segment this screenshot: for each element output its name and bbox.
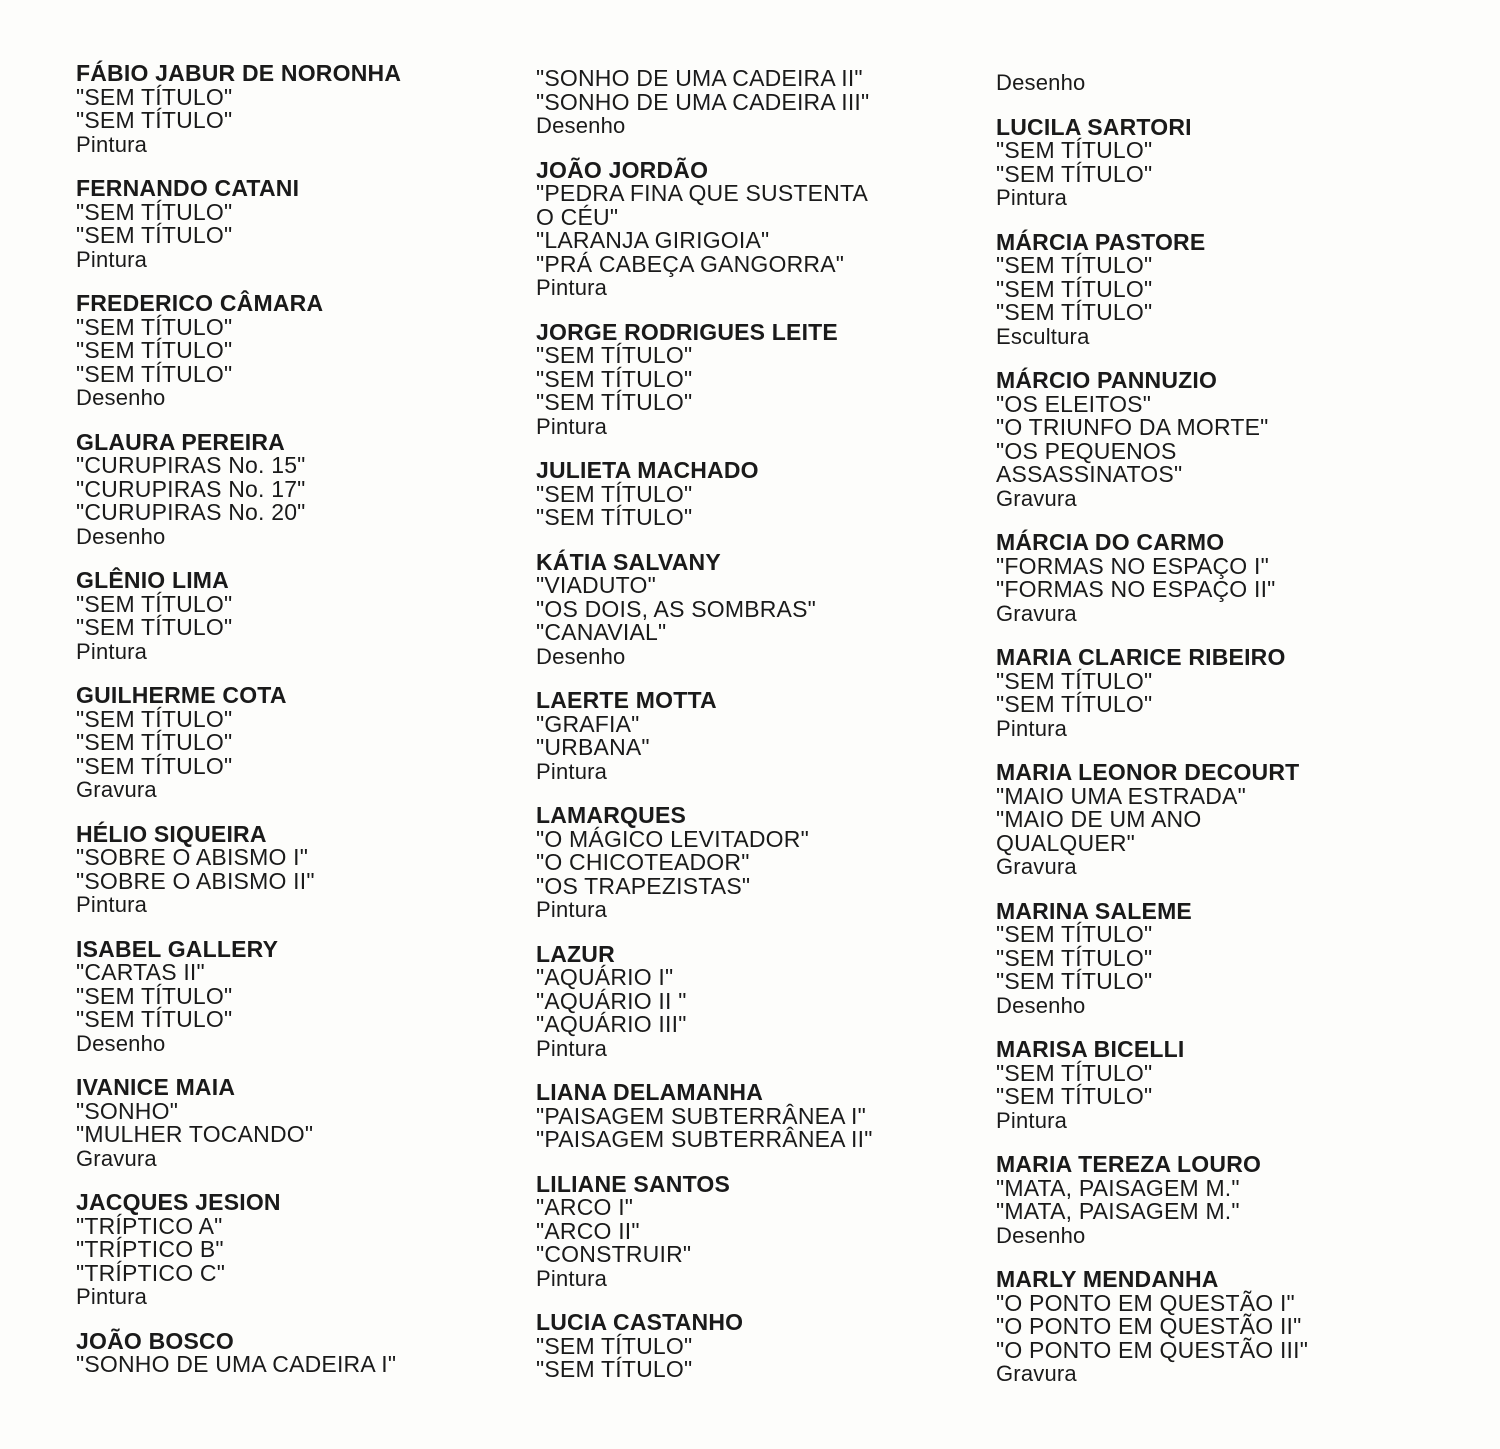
work-title: "PRÁ CABEÇA GANGORRA" <box>536 250 845 277</box>
artist-name: MÁRCIO PANNUZIO <box>996 367 1218 393</box>
medium-label: Pintura <box>996 1107 1068 1133</box>
work-title: "ARCO II" <box>536 1217 640 1244</box>
artist-name: MARISA BICELLI <box>996 1036 1185 1062</box>
work-title: "SEM TÍTULO" <box>76 83 233 110</box>
medium-label: Pintura <box>536 897 608 922</box>
medium-label: Escultura <box>996 323 1090 349</box>
work-title: "TRÍPTICO A" <box>76 1212 223 1239</box>
work-title: "SEM TÍTULO" <box>996 275 1153 302</box>
medium-label: Pintura <box>996 715 1068 741</box>
work-title: "SEM TÍTULO" <box>536 365 693 392</box>
work-title: "SEM TÍTULO" <box>536 504 693 530</box>
work-title: "AQUÁRIO I" <box>536 964 674 990</box>
medium-label: Desenho <box>996 992 1086 1018</box>
artist-entry <box>76 62 546 156</box>
work-title: "SEM TÍTULO" <box>996 968 1153 994</box>
work-title: "MATA, PAISAGEM M." <box>996 1174 1240 1201</box>
artist-name: JOÃO BOSCO <box>76 1327 234 1354</box>
medium-label: Desenho <box>76 1030 166 1056</box>
work-title: "SEM TÍTULO" <box>76 107 233 133</box>
work-title: "AQUÁRIO III" <box>536 1011 687 1037</box>
work-title: "SONHO" <box>76 1097 179 1124</box>
work-title: "O PONTO EM QUESTÃO I" <box>996 1289 1295 1316</box>
medium-label: Desenho <box>536 643 626 669</box>
work-title: "SEM TÍTULO" <box>76 360 233 387</box>
work-title: "SEM TÍTULO" <box>76 705 233 732</box>
work-title: "SEM TÍTULO" <box>76 752 233 779</box>
work-title: "SEM TÍTULO" <box>76 337 233 363</box>
work-title: "CARTAS II" <box>76 959 205 985</box>
medium-label: Desenho <box>76 523 166 549</box>
work-title: "SEM TÍTULO" <box>76 614 233 640</box>
artist-name: MÁRCIA DO CARMO <box>996 529 1225 555</box>
work-title: "CANAVIAL" <box>536 619 667 645</box>
work-title: "SONHO DE UMA CADEIRA III" <box>536 88 870 115</box>
artist-entry <box>76 428 546 549</box>
work-title: "CONSTRUIR" <box>536 1241 692 1267</box>
artist-name: JORGE RODRIGUES LEITE <box>536 318 838 345</box>
artist-entry <box>536 940 1006 1061</box>
artist-name: MARIA LEONOR DECOURT <box>996 759 1300 785</box>
artist-entry <box>536 318 1006 439</box>
work-title: "OS ELEITOS" <box>996 390 1152 417</box>
work-title: "SEM TÍTULO" <box>996 160 1153 187</box>
work-title: "SONHO DE UMA CADEIRA I" <box>76 1351 397 1377</box>
medium-label: Desenho <box>996 70 1086 95</box>
medium-label: Pintura <box>76 246 148 272</box>
work-title: "ARCO I" <box>536 1194 634 1220</box>
artist-name: MARINA SALEME <box>996 897 1192 924</box>
work-title: "MAIO DE UM ANO <box>996 806 1202 832</box>
work-title: "SEM TÍTULO" <box>996 1083 1153 1109</box>
work-title: "SEM TÍTULO" <box>76 590 233 617</box>
work-title: "SEM TÍTULO" <box>996 252 1153 278</box>
artist-entry <box>536 1081 1006 1152</box>
artist-name: HÉLIO SIQUEIRA <box>76 820 267 847</box>
work-title: "FORMAS NO ESPAÇO I" <box>996 552 1269 579</box>
work-title: "SEM TÍTULO" <box>536 342 693 368</box>
work-title: QUALQUER" <box>996 829 1136 856</box>
medium-label: Pintura <box>536 1035 608 1061</box>
work-title: "SOBRE O ABISMO II" <box>76 867 315 894</box>
artist-name: LUCILA SARTORI <box>996 113 1192 140</box>
artist-entry <box>76 684 546 802</box>
artist-name: FERNANDO CATANI <box>76 175 300 201</box>
work-title: "SEM TÍTULO" <box>76 729 233 755</box>
artist-name: LILIANE SANTOS <box>536 1170 731 1197</box>
work-title: "OS TRAPEZISTAS" <box>536 872 751 899</box>
work-title: "URBANA" <box>536 734 650 760</box>
work-title: "SONHO DE UMA CADEIRA II" <box>536 65 863 91</box>
artist-name: IVANICE MAIA <box>76 1074 236 1100</box>
work-title: "SEM TÍTULO" <box>76 1006 233 1032</box>
medium-label: Gravura <box>996 854 1077 879</box>
work-title: "O PONTO EM QUESTÃO III" <box>996 1336 1309 1363</box>
medium-label: Desenho <box>536 113 626 138</box>
medium-label: Pintura <box>536 275 608 300</box>
artist-name: GLÊNIO LIMA <box>76 567 229 593</box>
medium-label: Pintura <box>536 1265 608 1291</box>
medium-label: Pintura <box>76 892 148 917</box>
work-title: "OS PEQUENOS <box>996 437 1177 464</box>
medium-label: Pintura <box>536 758 608 784</box>
work-title: "SEM TÍTULO" <box>996 921 1153 947</box>
work-title: "LARANJA GIRIGOIA" <box>536 227 770 253</box>
work-title: "SEM TÍTULO" <box>996 1059 1153 1086</box>
work-title: "TRÍPTICO B" <box>76 1236 224 1262</box>
column-3 <box>996 71 1466 1407</box>
work-title: "SEM TÍTULO" <box>536 1356 693 1382</box>
medium-label: Gravura <box>996 485 1077 511</box>
artist-entry <box>536 1311 1006 1382</box>
work-title: "CURUPIRAS No. 20" <box>76 499 306 525</box>
column-1 <box>76 62 546 1398</box>
artist-entry <box>996 531 1466 625</box>
artist-entry <box>536 548 1006 669</box>
artist-name: MARIA CLARICE RIBEIRO <box>996 644 1286 670</box>
medium-label: Pintura <box>76 131 148 157</box>
artist-name: GLAURA PEREIRA <box>76 428 285 455</box>
work-title: ASSASSINATOS" <box>996 461 1183 487</box>
work-title: "TRÍPTICO C" <box>76 1259 226 1286</box>
artist-name: FÁBIO JABUR DE NORONHA <box>76 60 402 86</box>
artist-name: GUILHERME COTA <box>76 682 287 708</box>
work-title: "GRAFIA" <box>536 710 640 737</box>
work-title: O CÉU" <box>536 203 619 230</box>
work-title: "SOBRE O ABISMO I" <box>76 844 309 870</box>
artist-entry <box>76 1076 546 1170</box>
artist-entry <box>996 113 1466 210</box>
work-title: "SEM TÍTULO" <box>76 982 233 1009</box>
artist-name: KÁTIA SALVANY <box>536 548 721 575</box>
artist-entry <box>996 1268 1466 1386</box>
artist-entry <box>996 897 1466 1018</box>
medium-label: Gravura <box>996 600 1077 626</box>
artist-name: MARLY MENDANHA <box>996 1266 1219 1292</box>
medium-label: Gravura <box>76 777 157 802</box>
artist-entry <box>76 820 546 917</box>
artist-entry <box>536 67 1006 138</box>
artist-entry <box>996 369 1466 510</box>
work-title: "PEDRA FINA QUE SUSTENTA <box>536 180 869 206</box>
artist-name: MÁRCIA PASTORE <box>996 228 1206 255</box>
artist-entry <box>536 689 1006 783</box>
medium-label: Pintura <box>76 638 148 664</box>
medium-label: Gravura <box>996 1361 1077 1386</box>
work-title: "SEM TÍTULO" <box>536 480 693 507</box>
work-title: "SEM TÍTULO" <box>536 389 693 415</box>
artist-entry <box>996 1038 1466 1132</box>
work-title: "MAIO UMA ESTRADA" <box>996 782 1246 809</box>
artist-entry <box>536 1170 1006 1291</box>
artist-entry <box>76 1191 546 1309</box>
work-title: "PAISAGEM SUBTERRÂNEA II" <box>536 1126 873 1152</box>
work-title: "O MÁGICO LEVITADOR" <box>536 825 809 852</box>
work-title: "O PONTO EM QUESTÃO II" <box>996 1313 1302 1339</box>
work-title: "FORMAS NO ESPAÇO II" <box>996 576 1276 602</box>
artist-name: LUCIA CASTANHO <box>536 1309 744 1335</box>
artist-entry <box>76 1327 546 1377</box>
work-title: "SEM TÍTULO" <box>76 222 233 248</box>
work-title: "CURUPIRAS No. 15" <box>76 452 306 478</box>
work-title: "SEM TÍTULO" <box>996 299 1153 325</box>
work-title: "SEM TÍTULO" <box>76 198 233 225</box>
work-title: "VIADUTO" <box>536 572 656 598</box>
artist-entry <box>536 156 1006 300</box>
work-title: "MATA, PAISAGEM M." <box>996 1198 1240 1224</box>
artist-entry <box>76 177 546 271</box>
artist-entry <box>996 228 1466 349</box>
medium-label: Desenho <box>76 385 166 410</box>
work-title: "O CHICOTEADOR" <box>536 849 750 875</box>
artist-name: LAERTE MOTTA <box>536 687 717 713</box>
artist-name: LAMARQUES <box>536 802 687 828</box>
work-title: "SEM TÍTULO" <box>996 137 1153 163</box>
work-title: "SEM TÍTULO" <box>996 944 1153 971</box>
artist-entry <box>536 804 1006 922</box>
work-title: "SEM TÍTULO" <box>996 691 1153 717</box>
artist-name: LIANA DELAMANHA <box>536 1079 764 1105</box>
work-title: "MULHER TOCANDO" <box>76 1121 314 1147</box>
work-title: "PAISAGEM SUBTERRÂNEA I" <box>536 1102 867 1129</box>
artist-entry <box>76 292 546 410</box>
artist-entry <box>536 459 1006 530</box>
artist-entry <box>996 1153 1466 1247</box>
artist-entry <box>996 71 1466 95</box>
work-title: "SEM TÍTULO" <box>76 313 233 340</box>
artist-name: FREDERICO CÂMARA <box>76 290 324 316</box>
artist-name: JOÃO JORDÃO <box>536 156 709 183</box>
artist-entry <box>76 935 546 1056</box>
work-title: "SEM TÍTULO" <box>996 667 1153 694</box>
artist-name: ISABEL GALLERY <box>76 935 279 962</box>
work-title: "O TRIUNFO DA MORTE" <box>996 414 1269 440</box>
artist-name: JACQUES JESION <box>76 1189 281 1215</box>
medium-label: Desenho <box>996 1222 1086 1248</box>
work-title: "AQUÁRIO II " <box>536 987 687 1014</box>
artist-name: MARIA TEREZA LOURO <box>996 1151 1262 1177</box>
medium-label: Pintura <box>996 185 1068 210</box>
artist-name: LAZUR <box>536 940 615 967</box>
medium-label: Pintura <box>76 1284 148 1309</box>
medium-label: Pintura <box>536 413 608 439</box>
artist-name: JULIETA MACHADO <box>536 457 759 483</box>
work-title: "SEM TÍTULO" <box>536 1332 693 1359</box>
artist-entry <box>996 646 1466 740</box>
work-title: "CURUPIRAS No. 17" <box>76 475 306 502</box>
work-title: "OS DOIS, AS SOMBRAS" <box>536 595 816 622</box>
artist-entry <box>996 761 1466 879</box>
artist-entry <box>76 569 546 663</box>
medium-label: Gravura <box>76 1145 157 1171</box>
column-2 <box>536 67 1006 1403</box>
